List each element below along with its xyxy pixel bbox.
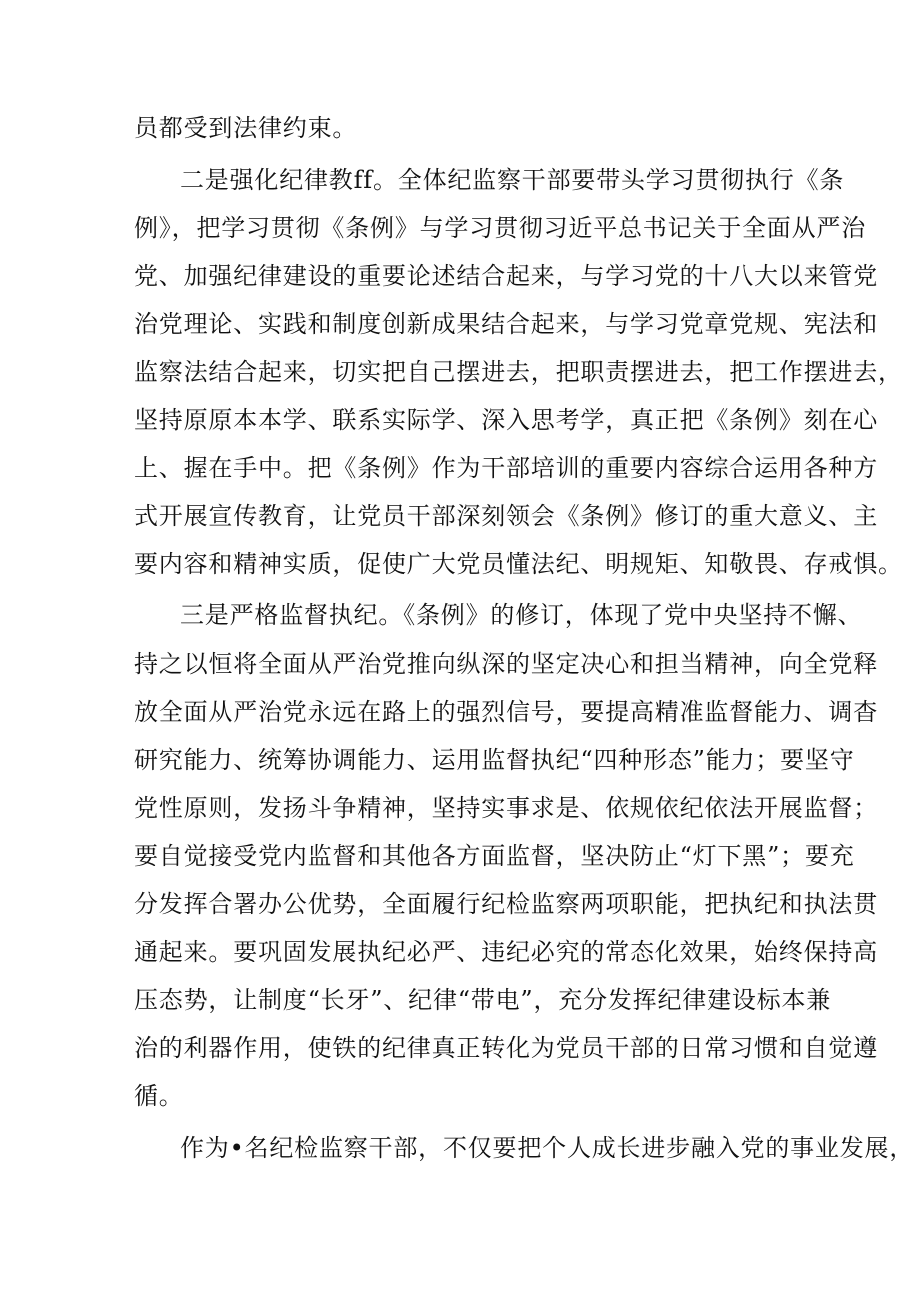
text-line: 党性原则，发扬斗争精神，坚持实事求是、依规依纪依法开展监督； [134, 794, 878, 822]
text-line: 研究能力、统筹协调能力、运用监督执纪“四种形态”能力；要坚守 [134, 746, 855, 774]
text-line: 压态势，让制度“长牙”、纪律“带电”，充分发挥纪律建设标本兼 [134, 986, 832, 1014]
text-line: 监察法结合起来，切实把自己摆进去，把职责摆进去，把工作摆进去， [134, 358, 903, 386]
text-line: 循。 [134, 1082, 184, 1110]
text-line: 要自觉接受党内监督和其他各方面监督，坚决防止“灯下黑”；要充 [134, 842, 855, 870]
paragraph-2-first-line: 二是强化纪律教ff。全体纪监察干部要带头学习贯彻执行《条 [180, 166, 845, 194]
text-line: 党、加强纪律建设的重要论述结合起来，与学习党的十八大以来管党 [134, 262, 878, 290]
text-line: 分发挥合署办公优势，全面履行纪检监察两项职能，把执纪和执法贯 [134, 890, 878, 918]
text-line: 上、握在手中。把《条例》作为干部培训的重要内容综合运用各种方 [134, 454, 878, 482]
paragraph-4-first-line: 作为•名纪检监察干部，不仅要把个人成长进步融入党的事业发展， [180, 1134, 915, 1162]
text-line: 要内容和精神实质，促使广大党员懂法纪、明规矩、知敬畏、存戒惧。 [134, 550, 903, 578]
text-line: 治党理论、实践和制度创新成果结合起来，与学习党章党规、宪法和 [134, 310, 878, 338]
text-line: 治的利器作用，使铁的纪律真正转化为党员干部的日常习惯和自觉遵 [134, 1034, 878, 1062]
text-line: 坚持原原本本学、联系实际学、深入思考学，真正把《条例》刻在心 [134, 406, 878, 434]
paragraph-3-first-line: 三是严格监督执纪。《条例》的修订，体现了党中央坚持不懈、 [180, 601, 863, 629]
text-line: 持之以恒将全面从严治党推向纵深的坚定决心和担当精神，向全党释 [134, 650, 878, 678]
text-line: 放全面从严治党永远在路上的强烈信号，要提高精准监督能力、调杳 [134, 698, 878, 726]
text-line: 式开展宣传教育，让党员干部深刻领会《条例》修订的重大意义、主 [134, 502, 878, 530]
text-line: 通起来。要巩固发展执纪必严、违纪必究的常态化效果，始终保持高 [134, 938, 878, 966]
text-line: 员都受到法律约束。 [134, 114, 358, 142]
text-line: 例》，把学习贯彻《条例》与学习贯彻习近平总书记关于全面从严治 [134, 214, 866, 242]
